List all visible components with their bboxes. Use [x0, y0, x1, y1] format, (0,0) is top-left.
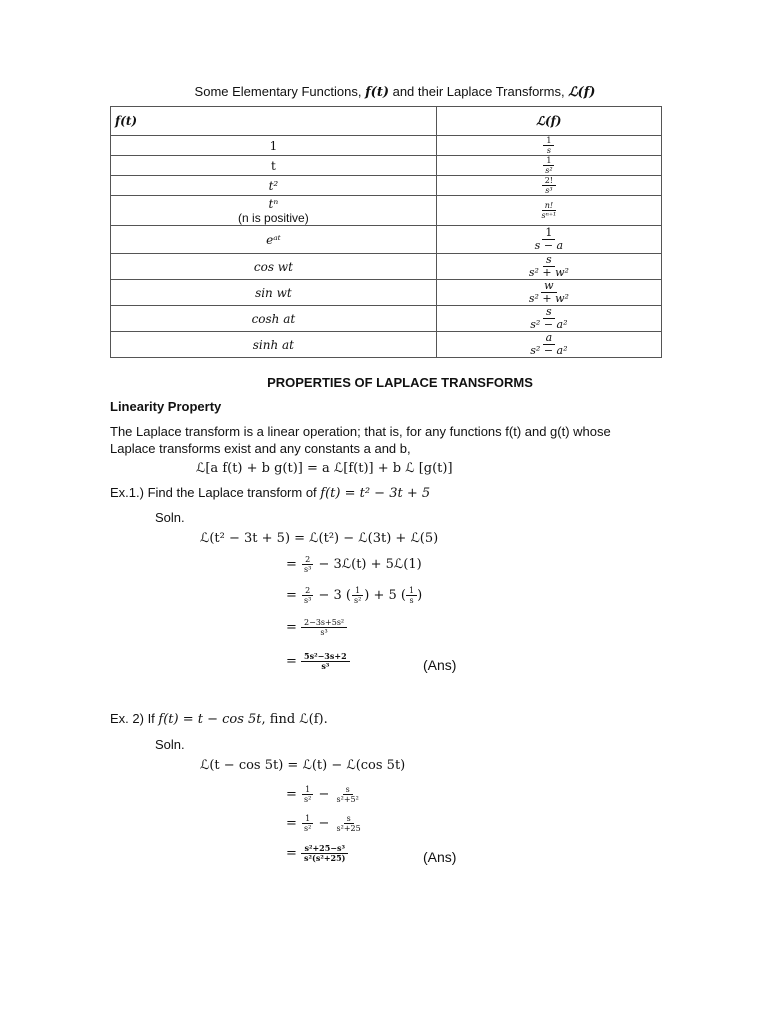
laplace-table	[110, 106, 662, 358]
row-transform: $\frac{a}{\text{s² − a²}}$	[530, 331, 568, 357]
table-row	[111, 136, 662, 156]
header-lf: ℒ(f)	[536, 114, 562, 128]
row-f: t²	[111, 176, 437, 196]
ex1-step-5: = $\frac{\text{5s²−3s+2}}{\text{s³}}$	[286, 652, 350, 671]
table-row	[111, 280, 662, 306]
row-f: cos wt	[111, 254, 437, 280]
linearity-paragraph: The Laplace transform is a linear operation; that is, for any functions f(t) and g(t) whose Laplace transforms exist and any constants a and b,	[110, 424, 611, 456]
ex1-ans: (Ans)	[423, 657, 457, 673]
row-transform: $\frac{s}{\text{s² − a²}}$	[530, 305, 568, 331]
table-row	[111, 196, 662, 226]
linearity-subheading: Linearity Property	[110, 399, 222, 414]
row-transform: $\frac{1}{\text{s²}}$	[545, 156, 553, 175]
ex1-step-1: ℒ(t² − 3t + 5) = ℒ(t²) − ℒ(3t) + ℒ(5)	[200, 531, 439, 546]
example-2-soln: Soln.	[155, 737, 185, 752]
row-transform: $\frac{w}{\text{s² + w²}}$	[528, 279, 569, 305]
row-transform: $\frac{s}{\text{s² + w²}}$	[528, 253, 569, 279]
header-ft: f(t)	[115, 114, 138, 128]
row-transform: $\frac{1}{s - a}$	[534, 226, 564, 252]
ex2-step-4: = $\frac{\text{s²+25−s³}}{\text{s²(s²+25)}}$	[286, 844, 348, 863]
table-row	[111, 254, 662, 280]
example-1-soln: Soln.	[155, 510, 185, 525]
table-header-row	[111, 107, 662, 136]
ex2-step-2: = $\frac{1}{\text{s²}}$ − $\frac{s}{\text{s²+5²}}$	[286, 785, 359, 804]
table-row	[111, 332, 662, 358]
row-f: 1	[111, 136, 437, 156]
table-row	[111, 306, 662, 332]
linearity-formula: ℒ[a f(t) + b g(t)] = a ℒ[f(t)] + b ℒ [g(t)]	[196, 461, 453, 476]
row-f: t	[111, 156, 437, 176]
row-transform: $\frac{2!}{\text{s³}}$	[542, 176, 556, 195]
row-f: sinh at	[111, 332, 437, 358]
ex1-step-2: = $\frac{2}{\text{s³}}$ − 3ℒ(t) + 5ℒ(1)	[286, 555, 422, 574]
table-row	[111, 226, 662, 254]
ex1-step-4: = $\frac{\text{2−3s+5s²}}{\text{s³}}$	[286, 618, 347, 637]
table-caption: Some Elementary Functions, f(t) and their Laplace Transforms, ℒ(f)	[194, 84, 596, 100]
row-f: cosh at	[111, 306, 437, 332]
ex1-step-3: = $\frac{2}{\text{s³}}$ − 3 ( $\frac{1}{\text{s²}}$ ) + 5 ( $\frac{1}{s}$ )	[286, 586, 423, 605]
example-1-title: Ex.1.) Find the Laplace transform of f(t) = t² − 3t + 5	[110, 485, 431, 501]
table-row	[111, 156, 662, 176]
example-2-title: Ex. 2) If f(t) = t − cos 5t, find ℒ(f).	[110, 711, 328, 727]
table-row	[111, 176, 662, 196]
ex2-ans: (Ans)	[423, 849, 457, 865]
row-f: sin wt	[111, 280, 437, 306]
row-transform: $\frac{1}{s}$	[543, 136, 554, 155]
row-f: eᵃᵗ	[111, 226, 437, 254]
ex2-step-1: ℒ(t − cos 5t) = ℒ(t) − ℒ(cos 5t)	[200, 758, 406, 773]
section-heading: PROPERTIES OF LAPLACE TRANSFORMS	[267, 375, 533, 390]
row-transform: $\frac{n!}{\text{sⁿ⁺¹}}$	[541, 201, 557, 220]
row-f: tⁿ (n is positive)	[111, 196, 437, 226]
ex2-step-3: = $\frac{1}{\text{s²}}$ − $\frac{s}{\text{s²+25}}$	[286, 814, 361, 833]
